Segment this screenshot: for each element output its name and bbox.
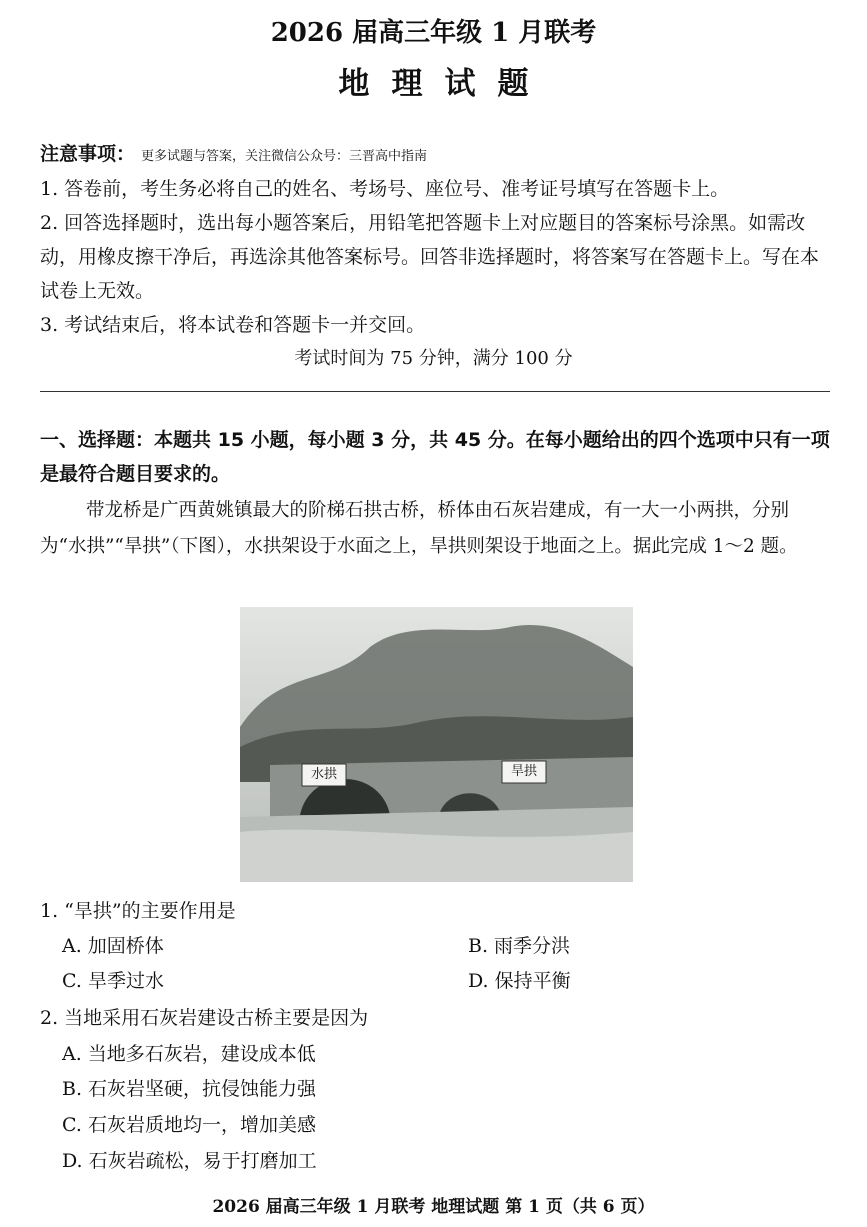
q2-option-a: A. 当地多石灰岩，建设成本低 — [62, 1043, 316, 1065]
instruction-2: 2. 回答选择题时，选出每小题答案后，用铅笔把答题卡上对应题目的答案标号涂黑。如需改动，用橡皮擦干净后，再选涂其他答案标号。回答非选择题时，将答案写在答题卡上。写在本试卷上无效。 — [40, 212, 820, 302]
notice-heading — [40, 139, 427, 166]
exam-time-info: 考试时间为 75 分钟，满分 100 分 — [294, 348, 573, 369]
q1-option-d: D. 保持平衡 — [468, 970, 571, 992]
label-dry-arch: 旱拱 — [510, 764, 537, 779]
divider — [40, 391, 830, 392]
question-2-stem: 2. 当地采用石灰岩建设古桥主要是因为 — [40, 1007, 369, 1029]
q1-option-b: B. 雨季分洪 — [468, 935, 571, 957]
passage-text: 带龙桥是广西黄姚镇最大的阶梯石拱古桥，桥体由石灰岩建成，有一大一小两拱，分别为“水拱”“旱拱”（下图），水拱架设于水面之上，旱拱则架设于地面之上。据此完成 1～2 题。 — [40, 500, 798, 557]
promo-text: 更多试题与答案，关注微信公众号：三晋高中指南 — [141, 149, 428, 164]
bridge-photo — [240, 607, 633, 882]
instruction-3: 3. 考试结束后，将本试卷和答题卡一并交回。 — [40, 314, 426, 336]
q1-option-c: C. 旱季过水 — [62, 970, 164, 992]
q1-option-a: A. 加固桥体 — [62, 935, 164, 957]
q2-option-b: B. 石灰岩坚硬，抗侵蚀能力强 — [62, 1078, 317, 1100]
question-1-stem: 1. “旱拱”的主要作用是 — [40, 900, 236, 922]
notice-label: 注意事项： — [40, 143, 136, 165]
exam-title: 2026 届高三年级 1 月联考 — [270, 18, 597, 48]
subject-title: 地理试题 — [338, 66, 551, 102]
q2-option-d: D. 石灰岩疏松，易于打磨加工 — [62, 1150, 317, 1172]
bridge-photo-drawing — [240, 607, 633, 882]
label-water-arch: 水拱 — [310, 767, 337, 782]
page-footer: 2026 届高三年级 1 月联考 地理试题 第 1 页（共 6 页） — [212, 1197, 655, 1217]
instruction-1: 1. 答卷前，考生务必将自己的姓名、考场号、座位号、准考证号填写在答题卡上。 — [40, 178, 730, 200]
section-heading: 一、选择题：本题共 15 小题，每小题 3 分，共 45 分。在每小题给出的四个选项中只有一项是最符合题目要求的。 — [40, 429, 830, 485]
q2-option-c: C. 石灰岩质地均一，增加美感 — [62, 1114, 316, 1136]
